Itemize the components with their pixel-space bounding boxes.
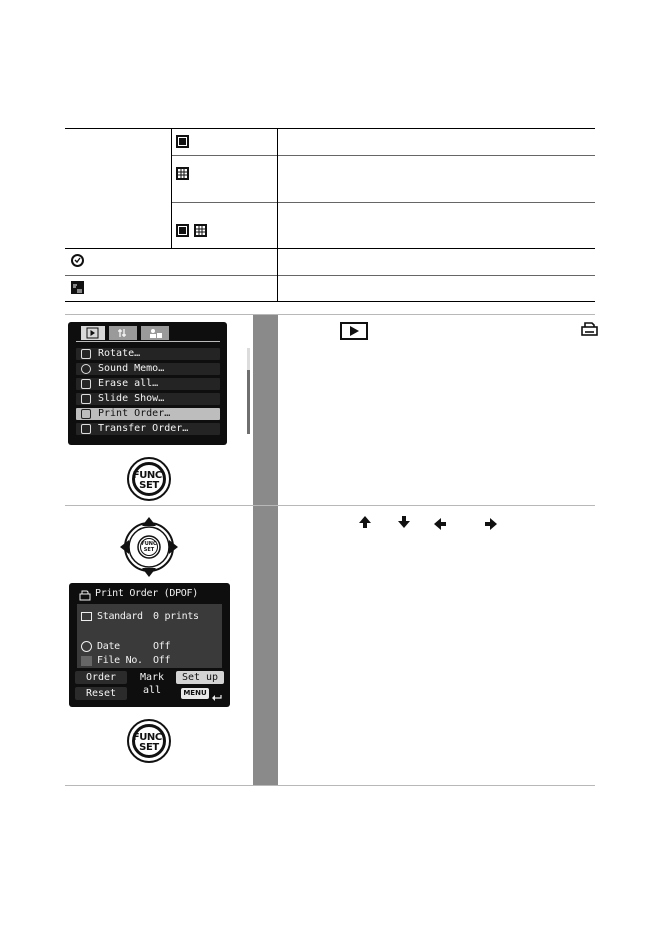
print-order-title-icon (79, 587, 91, 599)
standard-label: Standard (97, 611, 143, 622)
date-label: Date (97, 641, 120, 652)
menu-return-indicator: MENU (181, 688, 209, 699)
file-number-icon (71, 281, 84, 294)
menu-item-transfer-order[interactable]: Transfer Order… (76, 423, 220, 435)
left-arrow-icon (434, 518, 446, 530)
menu-scrollbar[interactable] (247, 348, 250, 434)
step-2-bottom-rule (65, 785, 595, 786)
up-arrow-icon (359, 516, 371, 528)
return-icon (211, 688, 223, 699)
step-1-top-rule (65, 314, 595, 315)
print-order-icon (81, 409, 91, 419)
screen-title: Print Order (DPOF) (95, 588, 198, 599)
step-1-camera-screen (68, 322, 227, 445)
play-tab-icon (81, 326, 105, 340)
both-print-icon (176, 224, 189, 237)
mark-all-button[interactable]: Mark all (129, 671, 175, 684)
file-number-label: File No. (97, 655, 143, 666)
reset-button[interactable]: Reset (75, 687, 127, 700)
tools-tab-icon (109, 326, 137, 340)
right-arrow-icon (485, 518, 497, 530)
down-arrow-icon (398, 516, 410, 528)
file-number-icon (81, 656, 92, 666)
menu-item-sound-memo[interactable]: Sound Memo… (76, 363, 220, 375)
microphone-icon (81, 364, 91, 374)
step-2-camera-screen (69, 583, 230, 707)
transfer-order-icon (81, 424, 91, 434)
func-set-button-2[interactable]: FUNC. SET (127, 719, 171, 763)
menu-item-slide-show[interactable]: Slide Show… (76, 393, 220, 405)
date-icon (71, 254, 84, 267)
step-1-bar (253, 315, 278, 505)
dial-func-label: FUNC (141, 541, 157, 547)
standard-icon (81, 612, 92, 621)
rotate-icon (81, 349, 91, 359)
date-value: Off (153, 641, 171, 652)
index-print-icon (176, 167, 189, 180)
step-2-bar (253, 506, 278, 785)
menu-item-rotate[interactable]: Rotate… (76, 348, 220, 360)
print-order-icon (581, 321, 599, 339)
dial-set-label: SET (143, 547, 155, 553)
slide-show-icon (81, 394, 91, 404)
menu-item-print-order[interactable]: Print Order… (76, 408, 220, 420)
standard-print-icon (176, 135, 189, 148)
step-2-top-rule (65, 505, 595, 506)
print-settings-table (65, 128, 595, 302)
control-dial[interactable] (120, 516, 178, 578)
playback-icon (340, 322, 368, 340)
func-set-button[interactable]: FUNC. SET (127, 457, 171, 501)
menu-item-erase-all[interactable]: Erase all… (76, 378, 220, 390)
both-print-icon-index (194, 224, 207, 237)
date-icon (81, 641, 92, 652)
order-button[interactable]: Order (75, 671, 127, 684)
setup-button[interactable]: Set up (176, 671, 224, 684)
file-number-value: Off (153, 655, 171, 666)
trash-icon (81, 379, 91, 389)
my-camera-tab-icon (141, 326, 169, 340)
standard-value: 0 prints (153, 611, 199, 622)
